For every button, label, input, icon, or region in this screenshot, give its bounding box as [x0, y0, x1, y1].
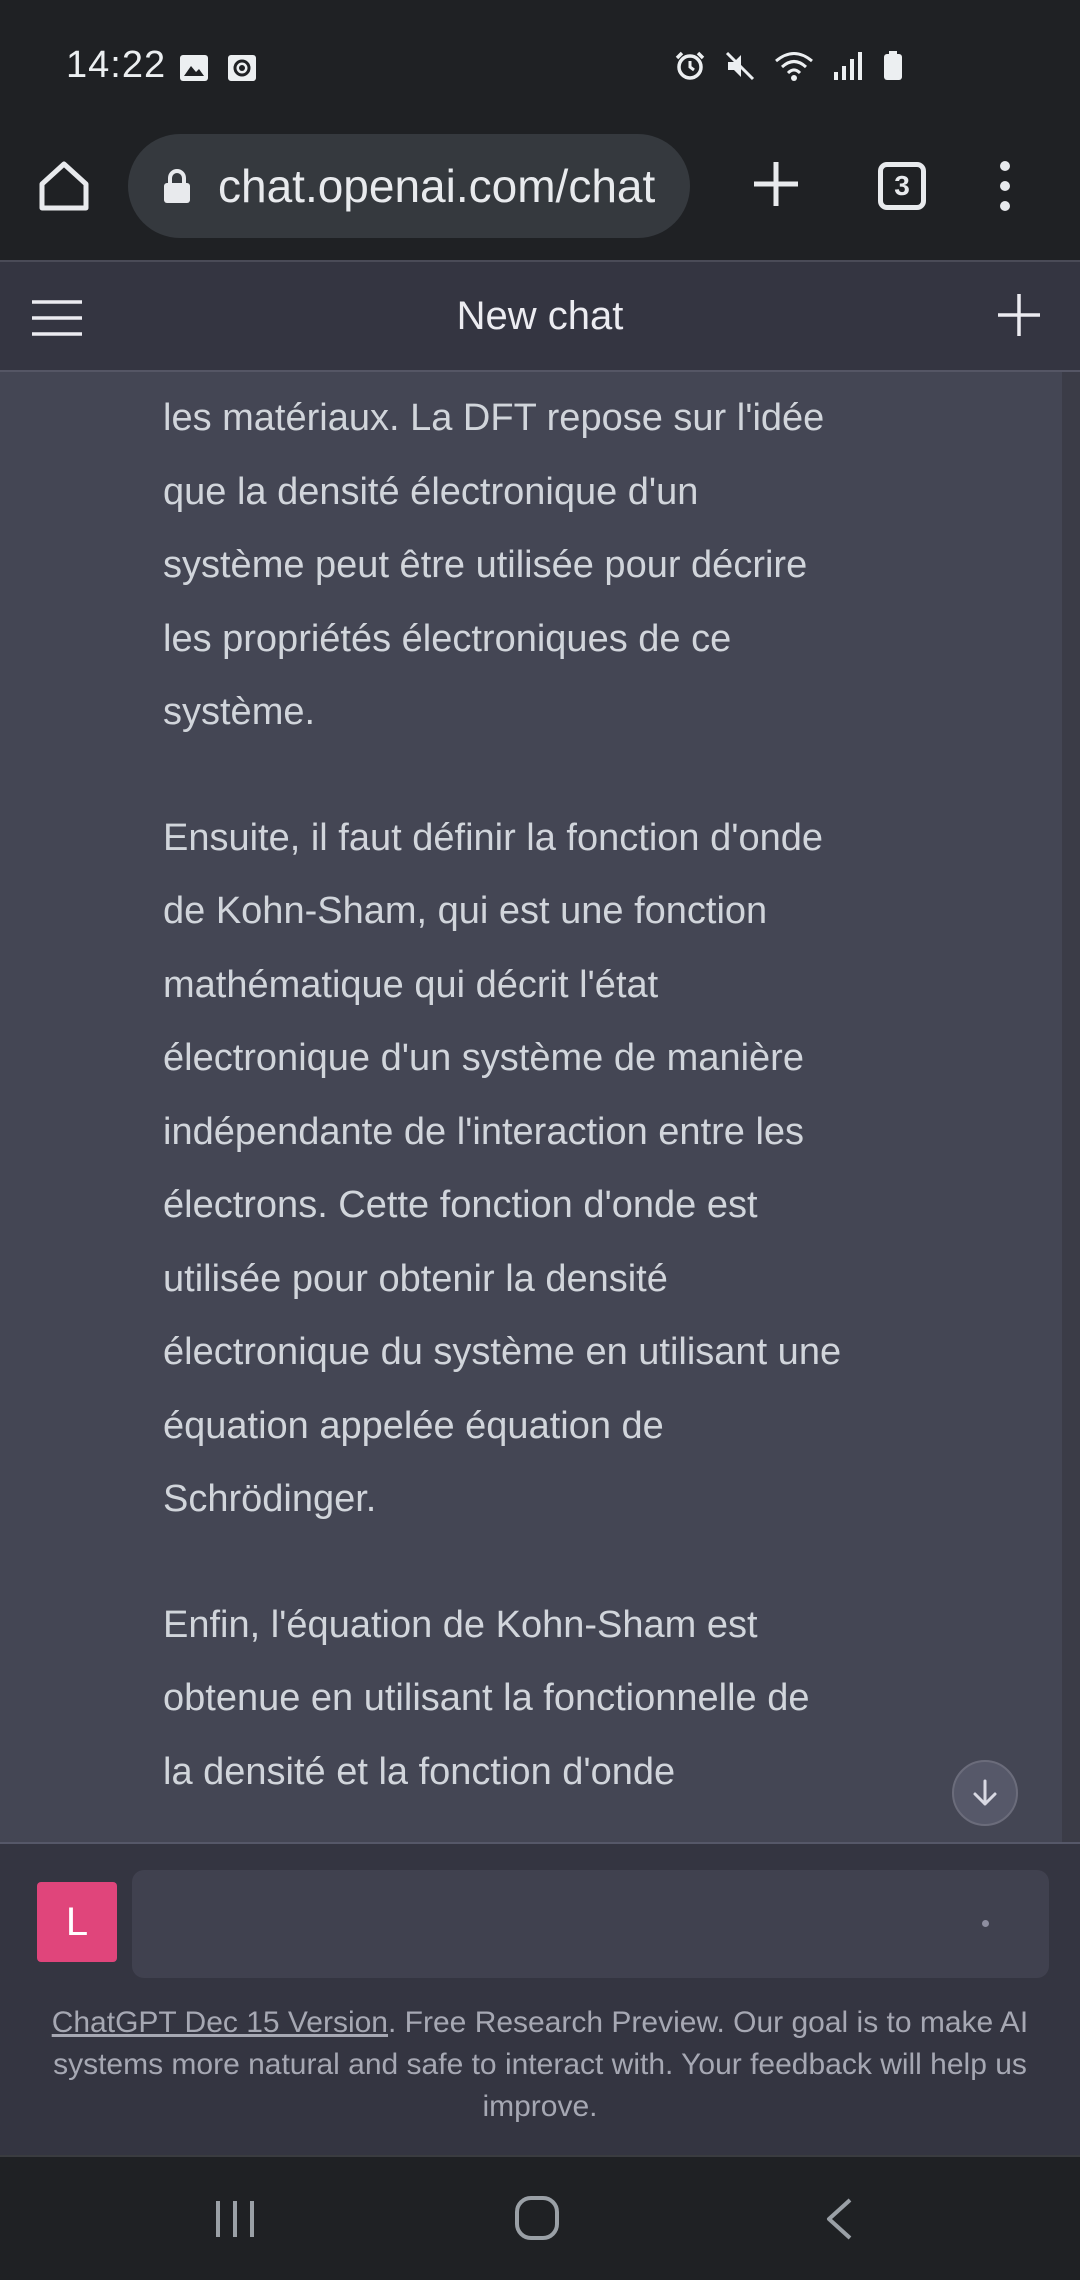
- url-text: chat.openai.com/chat: [218, 160, 656, 212]
- status-bar: [0, 0, 1080, 132]
- overflow-menu-icon[interactable]: [990, 156, 1020, 216]
- battery-icon: [882, 50, 904, 82]
- status-time: 14:22: [66, 44, 167, 86]
- new-chat-icon[interactable]: [996, 292, 1042, 338]
- footer-note: [34, 2002, 1046, 2128]
- scroll-to-bottom-button[interactable]: [952, 1760, 1018, 1826]
- alarm-icon: [674, 50, 706, 82]
- composer: [0, 1842, 1080, 2155]
- version-link[interactable]: ChatGPT Dec 15 Version: [51, 2006, 388, 2039]
- home-nav-icon[interactable]: [514, 2195, 560, 2241]
- tab-count: 3: [894, 170, 910, 201]
- chat-header: [0, 260, 1080, 372]
- new-tab-icon[interactable]: [750, 158, 802, 210]
- message-body: [163, 382, 843, 1842]
- scrollbar[interactable]: [1062, 372, 1080, 1842]
- mute-icon: [724, 50, 756, 82]
- signal-icon: [832, 50, 864, 82]
- address-bar[interactable]: [128, 134, 690, 238]
- browser-toolbar: [0, 132, 1080, 260]
- screen-record-icon: [226, 52, 258, 84]
- avatar[interactable]: L: [37, 1882, 117, 1962]
- home-icon[interactable]: [34, 156, 94, 216]
- prompt-input[interactable]: [132, 1870, 1049, 1978]
- footer-text: . Free Research Preview. Our goal is to make AI systems more natural and safe to interact with. Your feedback will help us improve.: [53, 2006, 1029, 2123]
- lock-icon: [162, 168, 192, 204]
- message-paragraph: Ensuite, il faut définir la fonction d'onde de Kohn-Sham, qui est une fonction mathématique qui décrit l'état électronique d'un système de manière indépendante de l'interaction entre les électrons. Cette fonction d'onde est utilisée pour obtenir la densité électronique du système en utilisant une équation appelée équation de Schrödinger.: [163, 816, 842, 1520]
- message-paragraph: Enfin, l'équation de Kohn-Sham est obtenue en utilisant la fonctionnelle de la densité et la fonction d'onde: [163, 1603, 810, 1793]
- navigation-bar: [0, 2155, 1080, 2280]
- chat-title: New chat: [456, 294, 624, 338]
- tab-switcher-button[interactable]: [878, 162, 926, 210]
- send-indicator-icon[interactable]: [982, 1920, 989, 1927]
- arrow-down-icon: [969, 1777, 1001, 1809]
- image-icon: [178, 52, 210, 84]
- message-paragraph: les matériaux. La DFT repose sur l'idée que la densité électronique d'un système peut être utilisée pour décrire les propriétés électroniques de ce système.: [163, 397, 825, 733]
- assistant-message: [0, 372, 1080, 1842]
- wifi-icon: [774, 50, 814, 82]
- recents-icon[interactable]: [212, 2199, 258, 2239]
- back-icon[interactable]: [824, 2197, 854, 2241]
